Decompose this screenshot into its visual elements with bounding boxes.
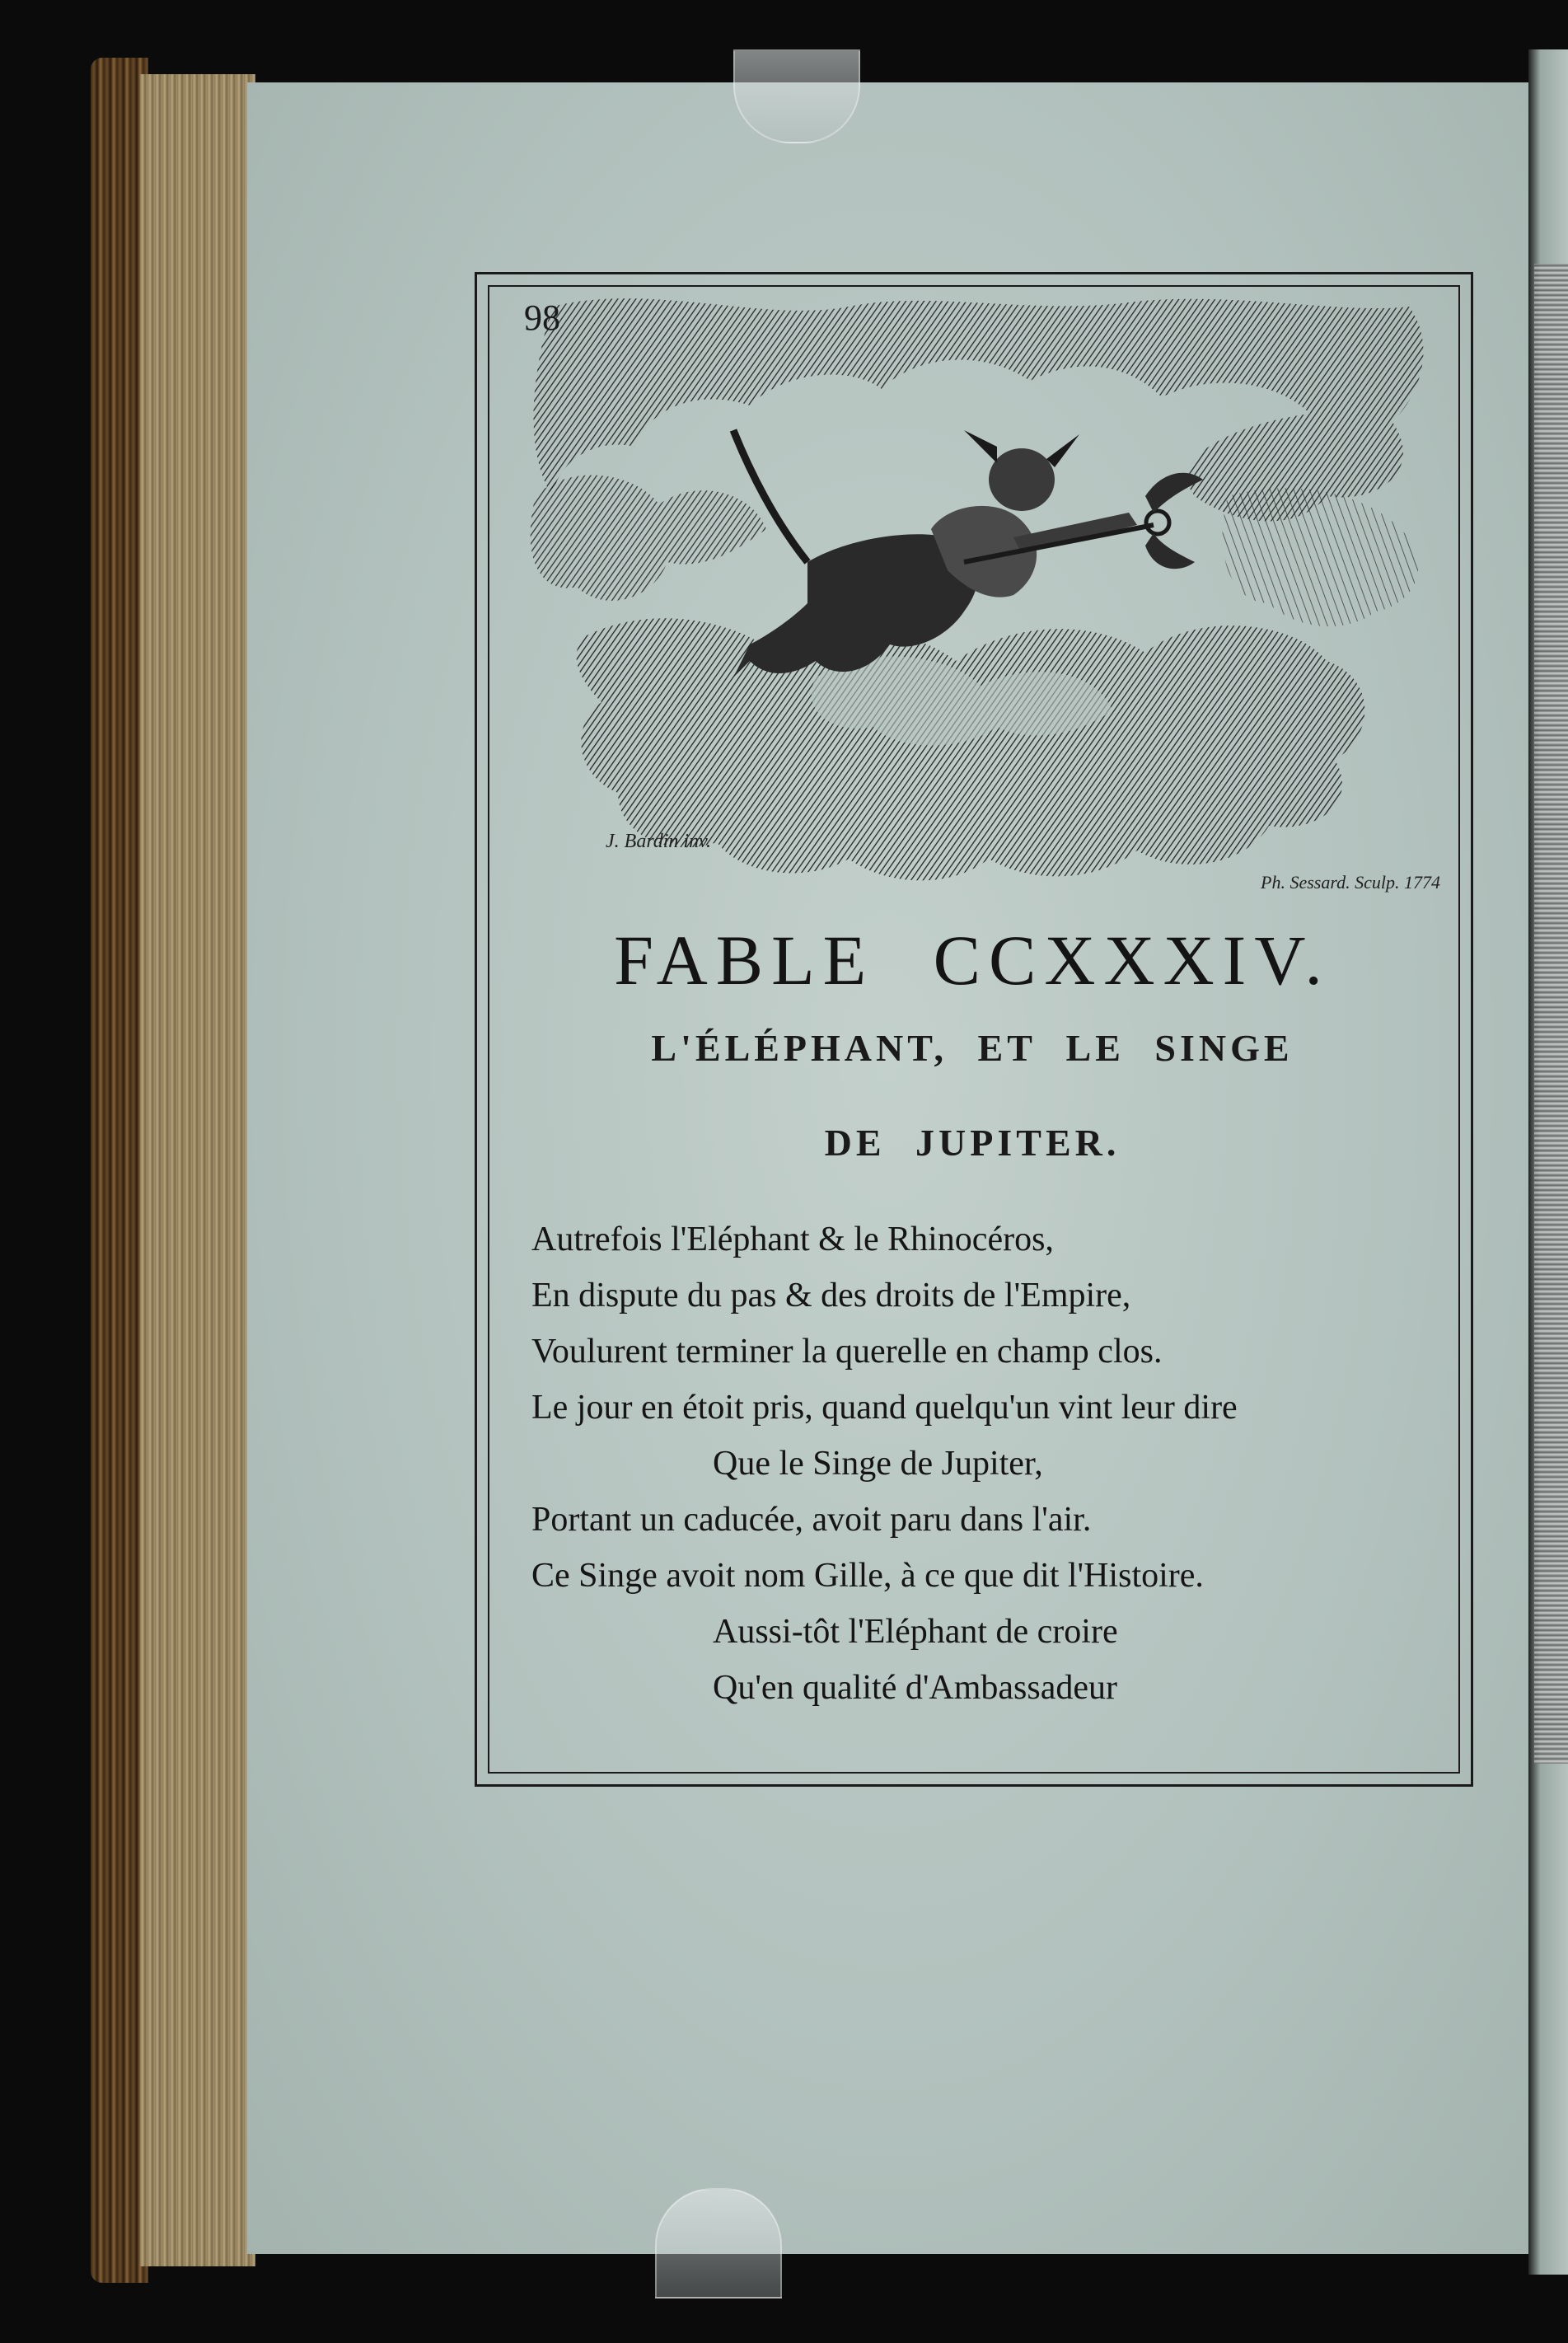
verse-line: Que le Singe de Jupiter, [713, 1445, 1043, 1483]
verse-line: Ce Singe avoit nom Gille, à ce que dit l'Histoire. [531, 1557, 1204, 1595]
verse-line: Voulurent terminer la querelle en champ clos. [531, 1333, 1163, 1371]
artist-signature: J. Bardin inv. [606, 831, 711, 852]
fable-title: FABLE CCXXXIV. [614, 921, 1331, 1000]
engraver-signature: Ph. Sessard. Sculp. 1774 [1261, 872, 1440, 893]
verse-line: Autrefois l'Eléphant & le Rhinocéros, [531, 1221, 1054, 1258]
page-fore-edge [140, 74, 255, 2266]
page-clip-bottom [655, 2188, 782, 2298]
verse-line: Le jour en étoit pris, quand quelqu'un vint leur dire [531, 1389, 1238, 1427]
verse-line: Portant un caducée, avoit paru dans l'air. [531, 1501, 1092, 1539]
verse-line: Aussi-tôt l'Eléphant de croire [713, 1613, 1118, 1651]
page-number: 98 [524, 298, 560, 338]
facing-page-illustration-edge [1534, 264, 1568, 1764]
winged-monkey-figure [733, 430, 1203, 677]
verse-line: Qu'en qualité d'Ambassadeur [713, 1669, 1117, 1707]
verse-line: En dispute du pas & des droits de l'Empire, [531, 1277, 1131, 1314]
engraving-illustration [503, 290, 1450, 904]
fable-subtitle-line-2: DE JUPITER. [824, 1122, 1121, 1164]
fable-subtitle-line-1: L'ÉLÉPHANT, ET LE SINGE [651, 1027, 1294, 1069]
